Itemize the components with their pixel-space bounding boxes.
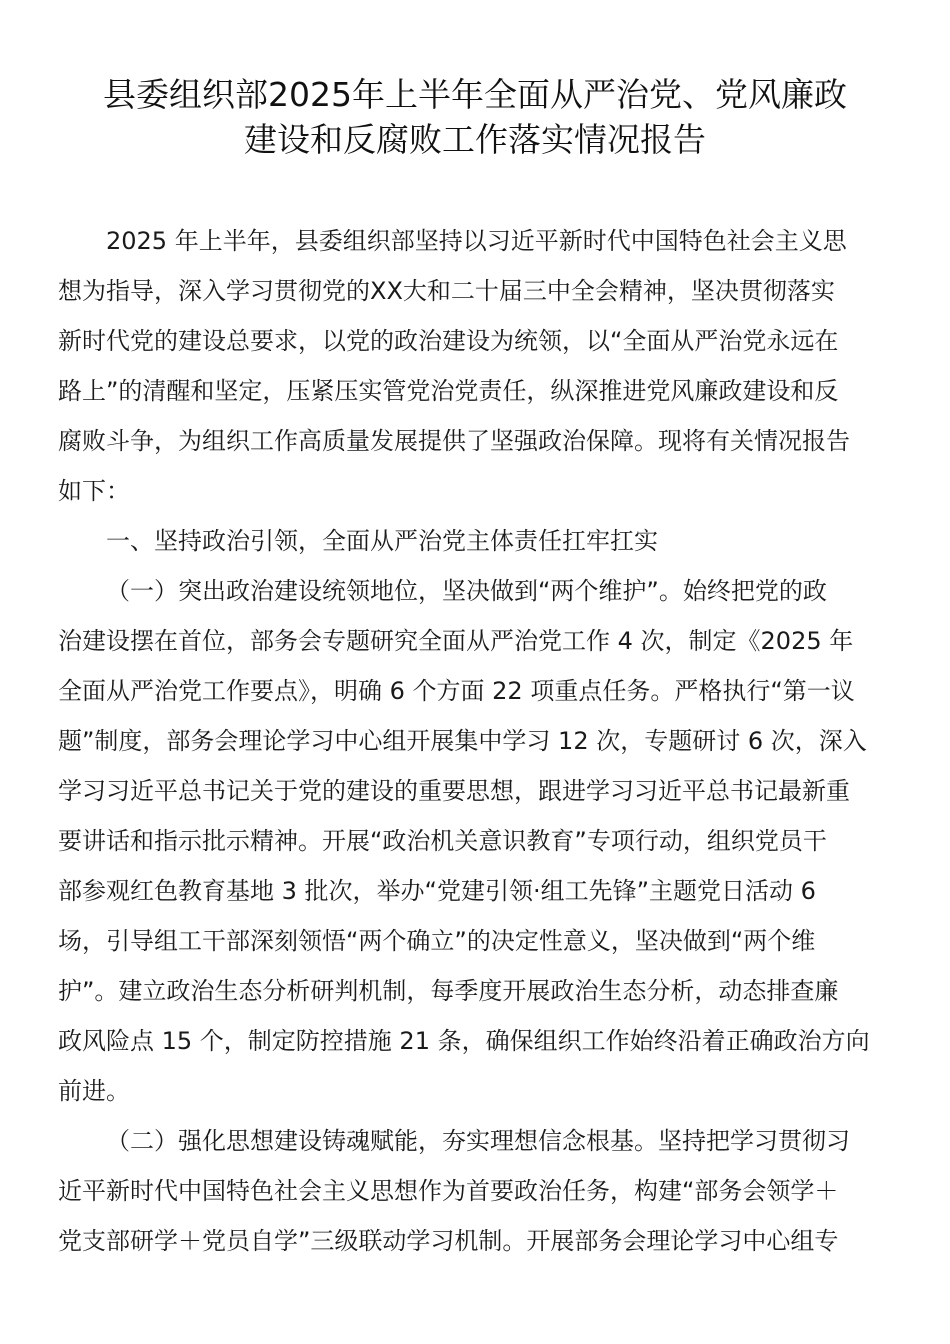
text-line: 腐败斗争，为组织工作高质量发展提供了坚强政治保障。现将有关情况报告 [58, 427, 850, 455]
text-line: 全面从严治党工作要点》，明确 6 个方面 22 项重点任务。严格执行“第一议 [58, 677, 855, 705]
text-line: 路上”的清醒和坚定，压紧压实管党治党责任，纵深推进党风廉政建设和反 [58, 377, 839, 405]
text-line: 如下： [58, 477, 130, 505]
subsection-paragraph-2 [58, 1116, 898, 1266]
document-body [58, 216, 898, 1266]
text-line: 新时代党的建设总要求，以党的政治建设为统领，以“全面从严治党永远在 [58, 327, 839, 355]
subsection-paragraph-1 [58, 566, 898, 1116]
text-line: 想为指导，深入学习贯彻党的XX大和二十届三中全会精神，坚决贯彻落实 [58, 277, 835, 305]
text-line: 要讲话和指示批示精神。开展“政治机关意识教育”专项行动，组织党员干 [58, 827, 827, 855]
section-heading-1 [58, 516, 898, 566]
title-line-2: 建设和反腐败工作落实情况报告 [244, 120, 706, 159]
title-line-1: 县委组织部2025年上半年全面从严治党、党风廉政 [103, 75, 847, 114]
text-line: 政风险点 15 个，制定防控措施 21 条，确保组织工作始终沿着正确政治方向 [58, 1027, 870, 1055]
text-line: （一）突出政治建设统领地位，坚决做到“两个维护”。始终把党的政 [106, 577, 827, 605]
text-line: （二）强化思想建设铸魂赋能，夯实理想信念根基。坚持把学习贯彻习 [106, 1127, 850, 1155]
text-line: 部参观红色教育基地 3 批次，举办“党建引领·组工先锋”主题党日活动 6 [58, 877, 816, 905]
text-line: 2025 年上半年，县委组织部坚持以习近平新时代中国特色社会主义思 [106, 227, 847, 255]
text-line: 前进。 [58, 1077, 130, 1105]
intro-paragraph [58, 216, 898, 516]
document-title [60, 72, 890, 162]
text-line: 近平新时代中国特色社会主义思想作为首要政治任务，构建“部务会领学＋ [58, 1177, 839, 1205]
text-line: 治建设摆在首位，部务会专题研究全面从严治党工作 4 次，制定《2025 年 [58, 627, 854, 655]
text-line: 党支部研学＋党员自学”三级联动学习机制。开展部务会理论学习中心组专 [58, 1227, 839, 1255]
text-line: 题”制度，部务会理论学习中心组开展集中学习 12 次，专题研讨 6 次，深入 [58, 727, 867, 755]
text-line: 护”。建立政治生态分析研判机制，每季度开展政治生态分析，动态排查廉 [58, 977, 839, 1005]
text-line: 学习习近平总书记关于党的建设的重要思想，跟进学习习近平总书记最新重 [58, 777, 850, 805]
text-line: 场，引导组工干部深刻领悟“两个确立”的决定性意义，坚决做到“两个维 [58, 927, 816, 955]
heading-text: 一、坚持政治引领，全面从严治党主体责任扛牢扛实 [106, 527, 658, 555]
